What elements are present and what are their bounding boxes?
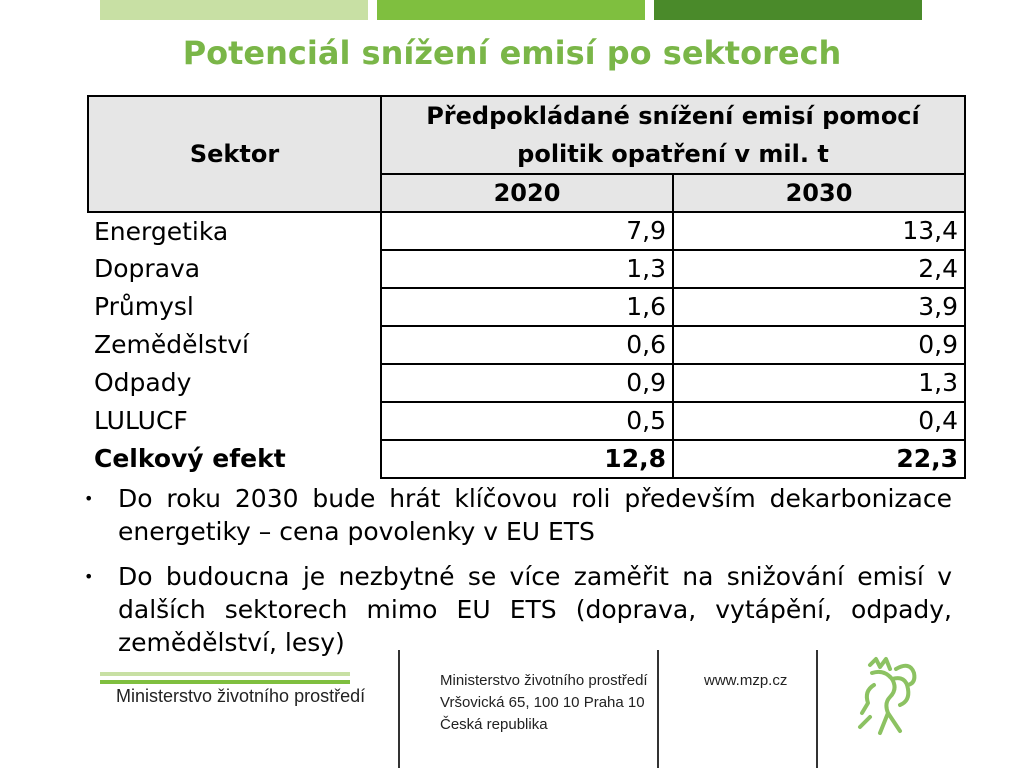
table-row (88, 326, 965, 364)
header-2020: 2020 (381, 174, 673, 212)
table-row (88, 288, 965, 326)
bullet-text: Do roku 2030 bude hrát klíčovou roli především dekarbonizace energetiky – cena povolenky v EU ETS (118, 484, 952, 546)
bullet-marker: • (84, 489, 94, 508)
table-row (88, 402, 965, 440)
row-value-2030: 1,3 (673, 364, 965, 402)
table-row (88, 212, 965, 250)
row-sector: LULUCF (88, 402, 381, 440)
row-value-2030: 13,4 (673, 212, 965, 250)
row-value-2030: 0,4 (673, 402, 965, 440)
row-value-2020: 1,3 (381, 250, 673, 288)
top-bar-light (100, 0, 368, 20)
address-line-2: Vršovická 65, 100 10 Praha 10 (440, 694, 645, 711)
list-item (70, 560, 952, 659)
footer-website: www.mzp.cz (704, 672, 788, 689)
emissions-table (87, 95, 966, 479)
row-sector: Odpady (88, 364, 381, 402)
row-value-2020: 0,5 (381, 402, 673, 440)
address-line-1: Ministerstvo životního prostředí (440, 672, 648, 689)
row-value-2020: 0,6 (381, 326, 673, 364)
top-bar-mid (377, 0, 645, 20)
bullet-marker: • (84, 567, 94, 586)
table-row (88, 364, 965, 402)
table-total-row (88, 440, 965, 478)
footer-address (440, 670, 648, 736)
row-value-2030: 3,9 (673, 288, 965, 326)
total-value-2030: 22,3 (673, 440, 965, 478)
header-sector: Sektor (88, 96, 381, 212)
top-bar-dark (654, 0, 922, 20)
table-row (88, 250, 965, 288)
header-title: Předpokládané snížení emisí pomocí politik opatření v mil. t (381, 96, 965, 174)
row-sector: Doprava (88, 250, 381, 288)
row-sector: Zemědělství (88, 326, 381, 364)
row-value-2020: 1,6 (381, 288, 673, 326)
czech-lion-emblem-icon (850, 655, 920, 740)
list-item (70, 482, 952, 548)
bullet-list (70, 482, 952, 671)
row-value-2020: 0,9 (381, 364, 673, 402)
row-value-2020: 7,9 (381, 212, 673, 250)
header-2030: 2030 (673, 174, 965, 212)
row-sector: Průmysl (88, 288, 381, 326)
footer-accent-lines (100, 672, 350, 682)
row-value-2030: 2,4 (673, 250, 965, 288)
footer-divider (816, 650, 818, 768)
ministry-logo-text: Ministerstvo životního prostředí (116, 686, 366, 706)
address-line-3: Česká republika (440, 716, 548, 733)
row-sector: Energetika (88, 212, 381, 250)
footer-divider (657, 650, 659, 768)
row-value-2030: 0,9 (673, 326, 965, 364)
bullet-text: Do budoucna je nezbytné se více zaměřit na snižování emisí v dalších sektorech mimo EU ETS (doprava, vytápění, odpady, zemědělství, lesy) (118, 562, 952, 657)
total-label: Celkový efekt (88, 440, 381, 478)
footer-divider (398, 650, 400, 768)
page-title: Potenciál snížení emisí po sektorech (182, 34, 842, 72)
total-value-2020: 12,8 (381, 440, 673, 478)
